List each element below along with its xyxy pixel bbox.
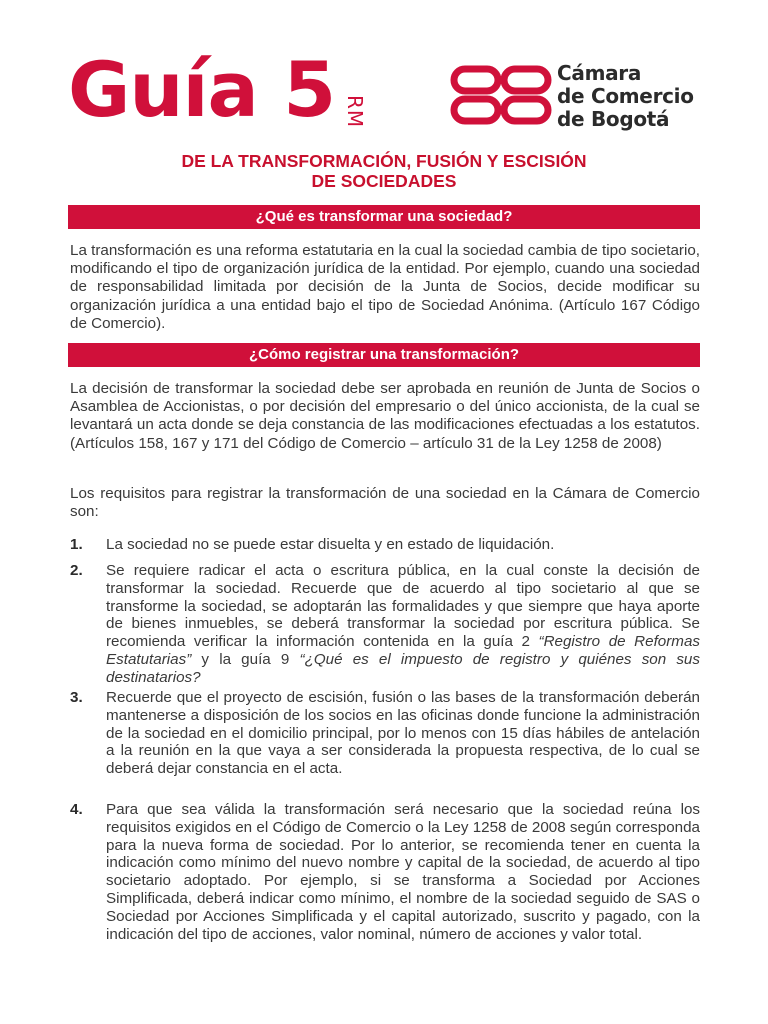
- requirement-number: 2.: [70, 562, 83, 579]
- requirement-number: 3.: [70, 689, 83, 706]
- guide-2-reference: “Registro de Reformas Estatutarias”: [106, 633, 700, 668]
- guide-code: RM: [343, 95, 367, 129]
- document-heading-line-2: DE SOCIEDADES: [311, 171, 457, 191]
- requirement-number: 4.: [70, 801, 83, 818]
- requirement-text: Recuerde que el proyecto de escisión, fusión o las bases de la transformación deberán mantenerse a disposición de los socios en las oficinas donde funcione la administración de la sociedad en el domicilio principal, por lo menos con 15 días hábiles de antelación a la reunión en la que vaya a ser considerada la propuesta respectiva, de lo cual se deberá dejar constancia en el acta.: [106, 689, 700, 778]
- logo-line-2: de Comercio: [557, 84, 694, 108]
- requirement-text: Para que sea válida la transformación será necesario que la sociedad reúna los requisitos exigidos en el Código de Comercio o la Ley 1258 de 2008 según corresponda para la nueva forma de sociedad. Por lo anterior, se recomienda tener en cuenta la indicación como mínimo del nuevo nombre y capital de la sociedad, de acuerdo al tipo societario adoptado. Por ejemplo, si se transforma a Sociedad por Acciones Simplificada, deberá indicar como mínimo, el nombre de la sociedad seguido de SAS o Sociedad por Acciones Simplificada y el capital autorizado, suscrito y pagado, con la indicación del tipo de acciones, valor nominal, número de acciones y valor total.: [106, 801, 700, 943]
- document-heading: [68, 151, 700, 191]
- requirement-text-part: Se requiere radicar el acta o escritura pública, en la cual conste la decisión de transformar la sociedad. Recuerde que de acuerdo al tipo societario al que se transforme la sociedad, se adoptarán las formalidades y que siempre que haya aporte de bienes inmuebles, se deberá transformar la sociedad por escritura pública. Se recomienda verificar la información contenida en la guía 2: [106, 562, 700, 651]
- logo-line-1: Cámara: [557, 61, 642, 85]
- requirements-intro: Los requisitos para registrar la transformación de una sociedad en la Cámara de Comercio son:: [70, 485, 700, 521]
- section-title-how-to-register: ¿Cómo registrar una transformación?: [68, 343, 700, 367]
- ccb-linked-rings-logo-icon: [450, 64, 552, 126]
- logo-line-3: de Bogotá: [557, 107, 670, 131]
- requirement-text: La sociedad no se puede estar disuelta y en estado de liquidación.: [106, 536, 555, 553]
- document-heading-line-1: DE LA TRANSFORMACIÓN, FUSIÓN Y ESCISIÓN: [181, 151, 587, 171]
- requirement-text-part: y la guía 9: [191, 650, 300, 668]
- guide-title: Guía 5: [68, 45, 336, 134]
- section-paragraph-how-to-register: La decisión de transformar la sociedad debe ser aprobada en reunión de Junta de Socios o Asamblea de Accionistas, o por decisión del empresario o del único accionista, de la cual se levantará un acta donde se deja constancia de las modificaciones efectuadas a los estatutos. (Artículos 158, 167 y 171 del Código de Comercio – artículo 31 de la Ley 1258 de 2008): [70, 380, 700, 452]
- section-title-what-is-transform: ¿Qué es transformar una sociedad?: [68, 205, 700, 229]
- guide-9-reference: “¿Qué es el impuesto de registro y quiénes son sus destinatarios?: [106, 650, 700, 686]
- requirement-item-1: [70, 536, 700, 554]
- section-paragraph-what-is-transform: La transformación es una reforma estatutaria en la cual la sociedad cambia de tipo societario, modificando el tipo de organización jurídica de la entidad. Por ejemplo, cuando una sociedad de responsabilidad limitada por decisión de la Junta de Socios, decide modificar su organización jurídica a una entidad bajo el tipo de Sociedad Anónima. (Artículo 167 Código de Comercio).: [70, 242, 700, 332]
- requirement-item-4: [70, 801, 700, 943]
- requirement-text: [106, 562, 700, 687]
- requirement-item-2: [70, 562, 700, 687]
- requirement-item-3: [70, 689, 700, 778]
- requirement-number: 1.: [70, 536, 83, 553]
- ccb-logo-wordmark: [557, 62, 694, 131]
